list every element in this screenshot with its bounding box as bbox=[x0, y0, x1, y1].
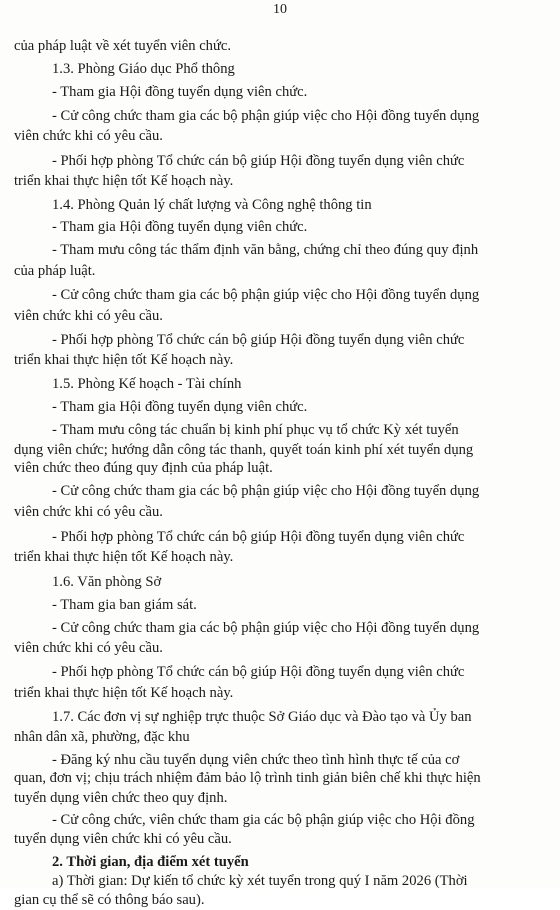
text-line: triển khai thực hiện tốt Kế hoạch này. bbox=[14, 352, 234, 369]
text-line: - Cử công chức tham gia các bộ phận giúp việc cho Hội đồng tuyển dụng bbox=[52, 287, 480, 304]
text-line: quan, đơn vị; chịu trách nhiệm đảm bảo lộ trình tinh giản biên chế khi thực hiện bbox=[14, 770, 481, 787]
text-line: triển khai thực hiện tốt Kế hoạch này. bbox=[14, 172, 234, 189]
page-number: 10 bbox=[273, 2, 287, 17]
text-line: dụng viên chức; hướng dẫn công tác thanh, quyết toán kinh phí xét tuyển dụng bbox=[14, 441, 474, 458]
text-line: - Cử công chức, viên chức tham gia các bộ phận giúp việc cho Hội đồng bbox=[52, 811, 475, 828]
text-line: viên chức theo đúng quy định của pháp luật. bbox=[14, 460, 273, 477]
text-line: viên chức khi có yêu cầu. bbox=[14, 127, 163, 144]
text-line: của pháp luật. bbox=[14, 263, 96, 280]
text-line: - Cử công chức tham gia các bộ phận giúp việc cho Hội đồng tuyển dụng bbox=[52, 483, 480, 500]
section-heading: 1.3. Phòng Giáo dục Phổ thông bbox=[52, 60, 235, 77]
section-heading: 1.4. Phòng Quản lý chất lượng và Công nghệ thông tin bbox=[52, 196, 372, 213]
section-heading: 1.6. Văn phòng Sở bbox=[52, 573, 162, 590]
text-line: - Phối hợp phòng Tổ chức cán bộ giúp Hội đồng tuyển dụng viên chức bbox=[52, 664, 465, 681]
text-line: a) Thời gian: Dự kiến tổ chức kỳ xét tuyển trong quý I năm 2026 (Thời bbox=[52, 872, 468, 889]
text-line: - Phối hợp phòng Tổ chức cán bộ giúp Hội đồng tuyển dụng viên chức bbox=[52, 332, 465, 349]
text-line: viên chức khi có yêu cầu. bbox=[14, 308, 163, 325]
section-heading: 1.5. Phòng Kế hoạch - Tài chính bbox=[52, 376, 242, 393]
text-line: - Phối hợp phòng Tổ chức cán bộ giúp Hội đồng tuyển dụng viên chức bbox=[52, 152, 465, 169]
text-line: - Cử công chức tham gia các bộ phận giúp việc cho Hội đồng tuyển dụng bbox=[52, 619, 480, 636]
text-line: - Tham mưu công tác thẩm định văn bằng, chứng chỉ theo đúng quy định bbox=[52, 242, 479, 259]
section-heading-bold: 2. Thời gian, địa điểm xét tuyển bbox=[52, 853, 249, 870]
text-line: tuyển dụng viên chức theo quy định. bbox=[14, 789, 228, 806]
text-line: - Đăng ký nhu cầu tuyển dụng viên chức theo tình hình thực tế của cơ bbox=[52, 752, 460, 769]
text-line: - Tham mưu công tác chuẩn bị kinh phí phục vụ tổ chức Kỳ xét tuyển bbox=[52, 421, 459, 438]
text-line: tuyển dụng viên chức khi có yêu cầu. bbox=[14, 830, 232, 847]
text-line: - Tham gia Hội đồng tuyển dụng viên chức. bbox=[52, 219, 308, 236]
section-heading: nhân dân xã, phường, đặc khu bbox=[14, 729, 190, 746]
text-line: - Phối hợp phòng Tổ chức cán bộ giúp Hội đồng tuyển dụng viên chức bbox=[52, 528, 465, 545]
text-line: triển khai thực hiện tốt Kế hoạch này. bbox=[14, 548, 234, 565]
text-line: viên chức khi có yêu cầu. bbox=[14, 639, 163, 656]
section-heading: 1.7. Các đơn vị sự nghiệp trực thuộc Sở Giáo dục và Đào tạo và Ủy ban bbox=[52, 709, 472, 726]
text-line: - Tham gia Hội đồng tuyển dụng viên chức. bbox=[52, 83, 308, 100]
text-line: - Tham gia Hội đồng tuyển dụng viên chức. bbox=[52, 398, 308, 415]
text-line: của pháp luật về xét tuyển viên chức. bbox=[14, 38, 232, 54]
text-line: gian cụ thể sẽ có thông báo sau). bbox=[14, 891, 205, 908]
text-line: - Tham gia ban giám sát. bbox=[52, 596, 197, 613]
text-line: triển khai thực hiện tốt Kế hoạch này. bbox=[14, 684, 234, 701]
text-line: viên chức khi có yêu cầu. bbox=[14, 504, 163, 521]
text-line: - Cử công chức tham gia các bộ phận giúp việc cho Hội đồng tuyển dụng bbox=[52, 107, 480, 124]
